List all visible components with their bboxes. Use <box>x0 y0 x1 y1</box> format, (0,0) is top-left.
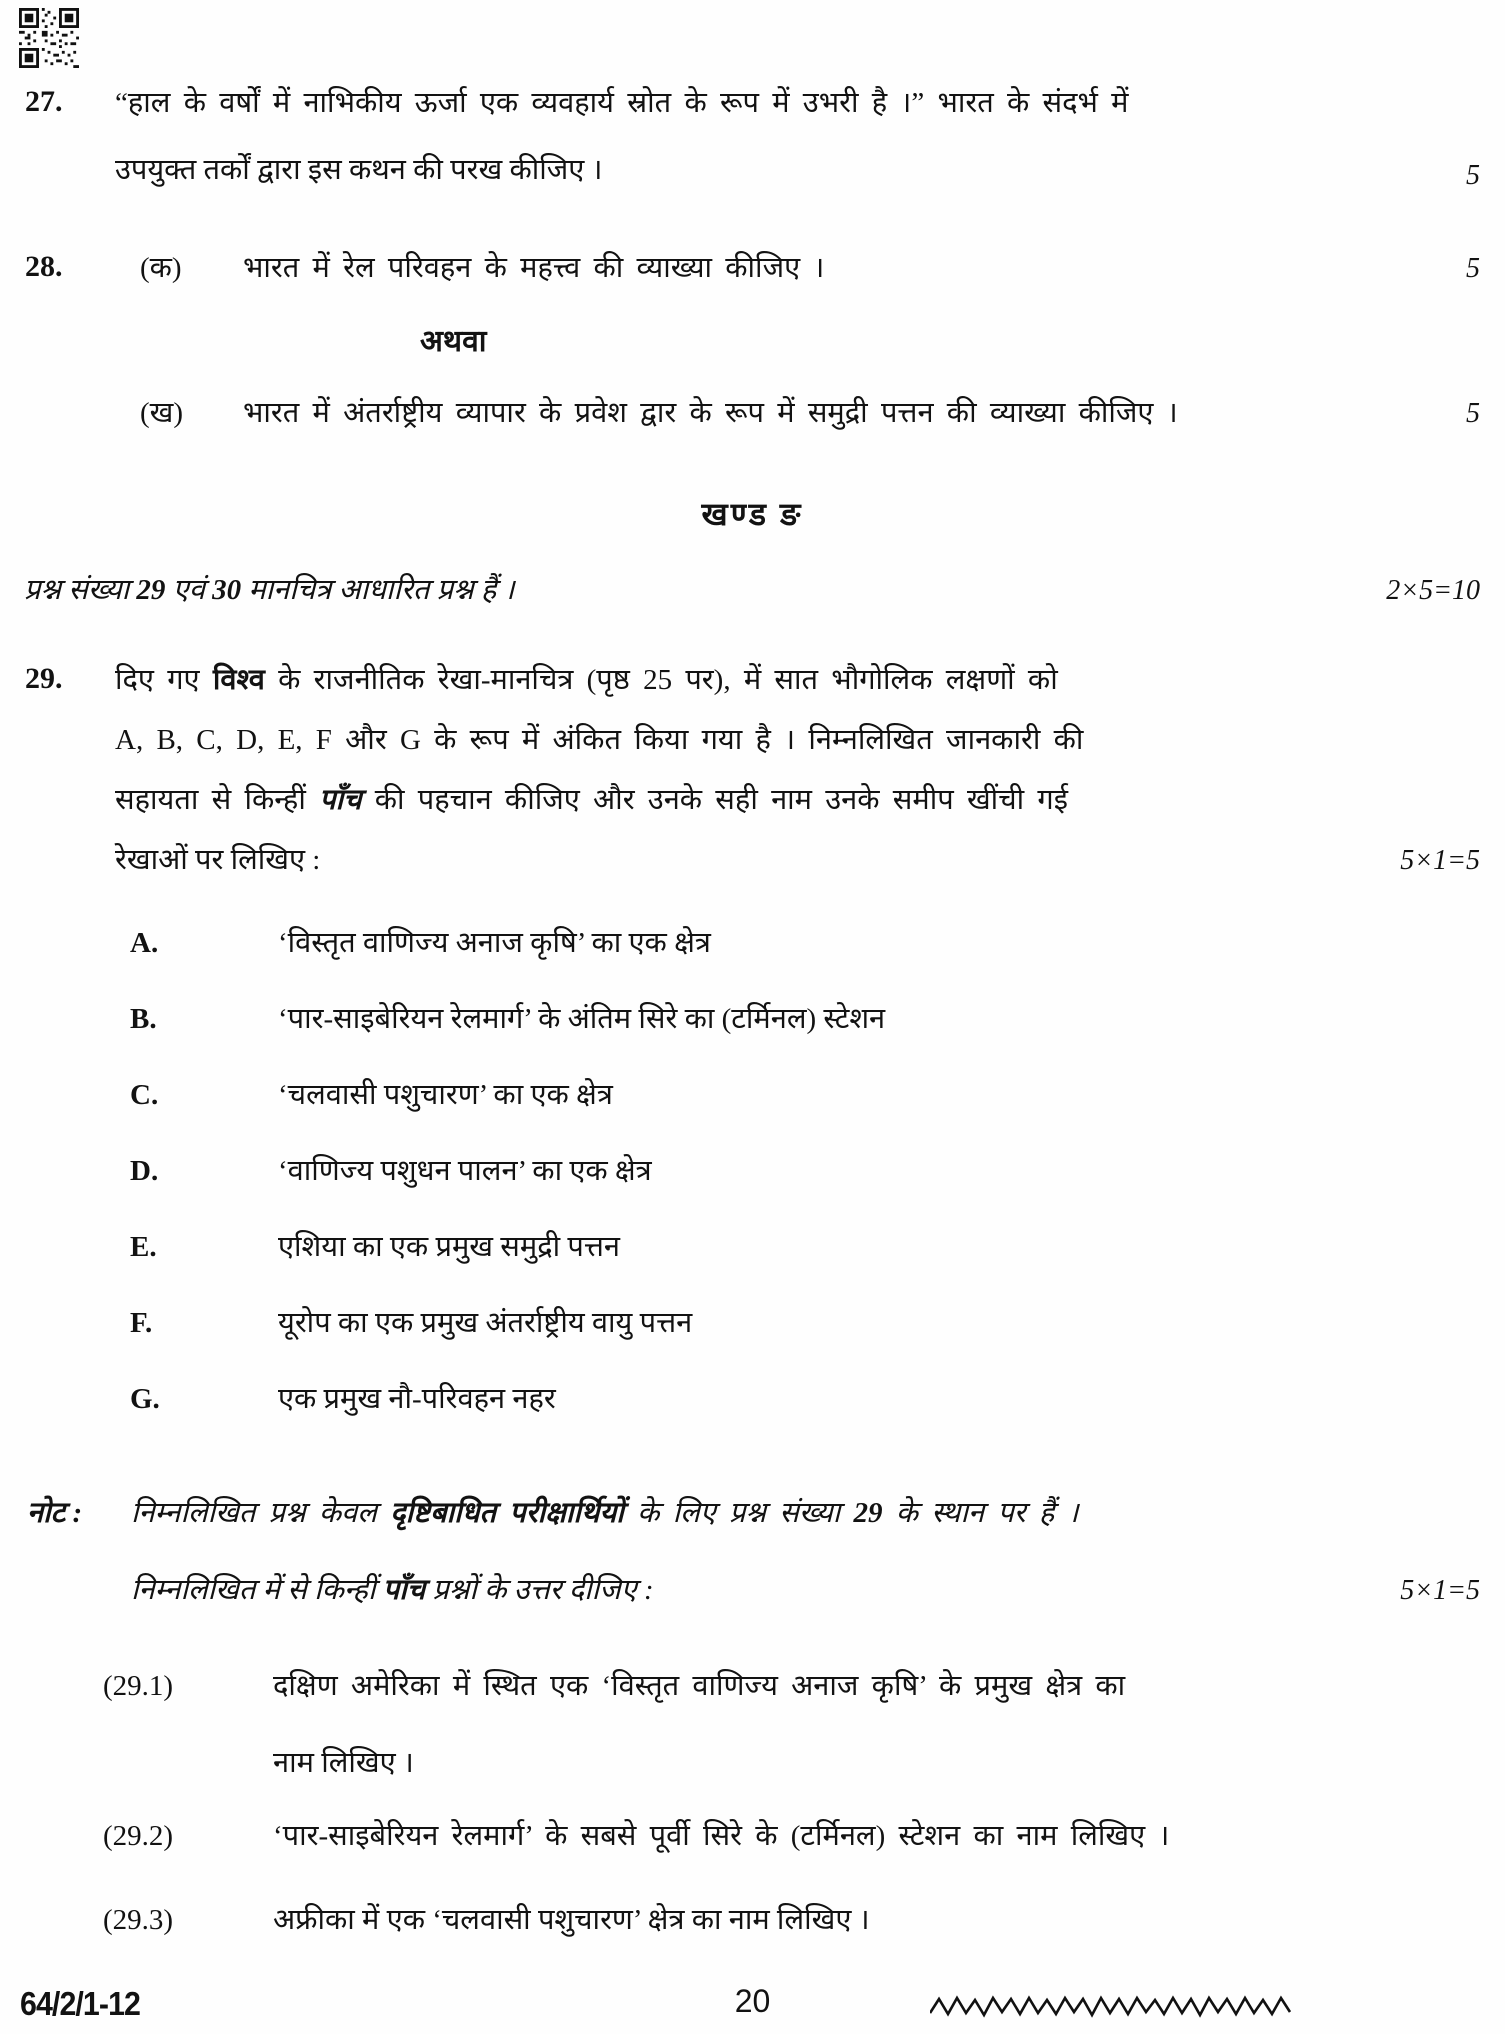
zigzag-scribble-icon <box>930 1993 1292 2021</box>
map-item-letter-e: E. <box>130 1231 157 1263</box>
q29-line-4: रेखाओं पर लिखिए : <box>115 844 321 876</box>
map-item-text-f: यूरोप का एक प्रमुख अंतर्राष्ट्रीय वायु पत्तन <box>278 1307 693 1339</box>
q28-a-label: (क) <box>140 252 182 284</box>
note-line-2: निम्नलिखित में से किन्हीं पाँच प्रश्नों के उत्तर दीजिए : <box>131 1574 654 1606</box>
intro-text: प्रश्न संख्या <box>24 574 137 606</box>
note-line-1: निम्नलिखित प्रश्न केवल दृष्टिबाधित परीक्षार्थियों के लिए प्रश्न संख्या 29 के स्थान पर हैं । <box>131 1497 1079 1529</box>
subq-29-1-line-2: नाम लिखिए । <box>273 1747 414 1779</box>
q28-number: 28. <box>25 250 63 283</box>
q27-line-2: उपयुक्त तर्कों द्वारा इस कथन की परख कीजिए । <box>115 154 603 186</box>
q28-b-label: (ख) <box>140 397 184 429</box>
q29-line-3: सहायता से किन्हीं पाँच की पहचान कीजिए और उनके सही नाम उनके समीप खींची गई <box>115 784 1068 816</box>
note-bold-visually-impaired: दृष्टिबाधित परीक्षार्थियों <box>390 1497 624 1529</box>
note-bold-q-number: 29 <box>853 1497 883 1529</box>
section-e-intro: प्रश्न संख्या 29 एवं 30 मानचित्र आधारित प्रश्न हैं । <box>24 574 515 606</box>
subq-29-2-line-1: ‘पार-साइबेरियन रेलमार्ग’ के सबसे पूर्वी सिरे के (टर्मिनल) स्टेशन का नाम लिखिए । <box>273 1820 1170 1852</box>
subq-29-3-line-1: अफ्रीका में एक ‘चलवासी पशुचारण’ क्षेत्र का नाम लिखिए । <box>273 1904 870 1936</box>
section-e-intro-marks: 2×5=10 <box>1386 575 1480 606</box>
subq-29-3-number: (29.3) <box>103 1904 174 1936</box>
note-bold-word-five: पाँच <box>382 1574 426 1606</box>
map-item-text-a: ‘विस्तृत वाणिज्य अनाज कृषि’ का एक क्षेत्र <box>278 927 711 959</box>
q29-number: 29. <box>25 662 63 695</box>
map-item-letter-f: F. <box>130 1307 153 1339</box>
subq-29-2-number: (29.2) <box>103 1820 174 1852</box>
q29-bold-word-five: पाँच <box>319 784 362 816</box>
note-label: नोट : <box>27 1497 83 1529</box>
q29-bold-word-world: विश्व <box>212 664 265 696</box>
map-item-letter-c: C. <box>130 1079 159 1111</box>
qr-code-icon <box>18 8 80 68</box>
q29-line-1: दिए गए विश्व के राजनीतिक रेखा-मानचित्र (पृष्ठ 25 पर), में सात भौगोलिक लक्षणों को <box>115 664 1058 696</box>
q27-number: 27. <box>25 85 63 118</box>
map-item-letter-g: G. <box>130 1383 160 1415</box>
footer-page-number: 20 <box>734 1983 771 2019</box>
map-item-letter-a: A. <box>130 927 159 959</box>
subq-29-1-number: (29.1) <box>103 1670 174 1702</box>
q29-line-2: A, B, C, D, E, F और G के रूप में अंकित किया गया है । निम्नलिखित जानकारी की <box>115 724 1084 756</box>
note-marks: 5×1=5 <box>1400 1575 1480 1606</box>
intro-q-number-29: 29 <box>136 574 166 606</box>
q28-b-text: भारत में अंतर्राष्ट्रीय व्यापार के प्रवेश द्वार के रूप में समुद्री पत्तन की व्याख्या कीजिए । <box>243 397 1178 429</box>
q28-b-marks: 5 <box>1466 398 1480 429</box>
map-item-text-g: एक प्रमुख नौ-परिवहन नहर <box>278 1383 556 1415</box>
q27-line-1: “हाल के वर्षों में नाभिकीय ऊर्जा एक व्यवहार्य स्रोत के रूप में उभरी है ।” भारत के संदर्भ में <box>115 87 1129 119</box>
q29-marks: 5×1=5 <box>1400 845 1480 876</box>
q28-or-label: अथवा <box>420 325 487 358</box>
map-item-letter-b: B. <box>130 1003 157 1035</box>
footer-paper-code: 64/2/1-12 <box>20 1985 141 2022</box>
section-e-heading: खण्ड ङ <box>701 496 804 532</box>
q28-a-marks: 5 <box>1466 253 1480 284</box>
map-item-text-d: ‘वाणिज्य पशुधन पालन’ का एक क्षेत्र <box>278 1155 652 1187</box>
map-item-text-e: एशिया का एक प्रमुख समुद्री पत्तन <box>278 1231 620 1263</box>
map-item-letter-d: D. <box>130 1155 159 1187</box>
map-item-text-b: ‘पार-साइबेरियन रेलमार्ग’ के अंतिम सिरे का (टर्मिनल) स्टेशन <box>278 1003 886 1035</box>
map-item-text-c: ‘चलवासी पशुचारण’ का एक क्षेत्र <box>278 1079 613 1111</box>
q28-a-text: भारत में रेल परिवहन के महत्त्व की व्याख्या कीजिए । <box>243 252 825 284</box>
intro-q-number-30: 30 <box>212 574 242 606</box>
q27-marks: 5 <box>1466 160 1480 191</box>
subq-29-1-line-1: दक्षिण अमेरिका में स्थित एक ‘विस्तृत वाणिज्य अनाज कृषि’ के प्रमुख क्षेत्र का <box>273 1670 1126 1702</box>
